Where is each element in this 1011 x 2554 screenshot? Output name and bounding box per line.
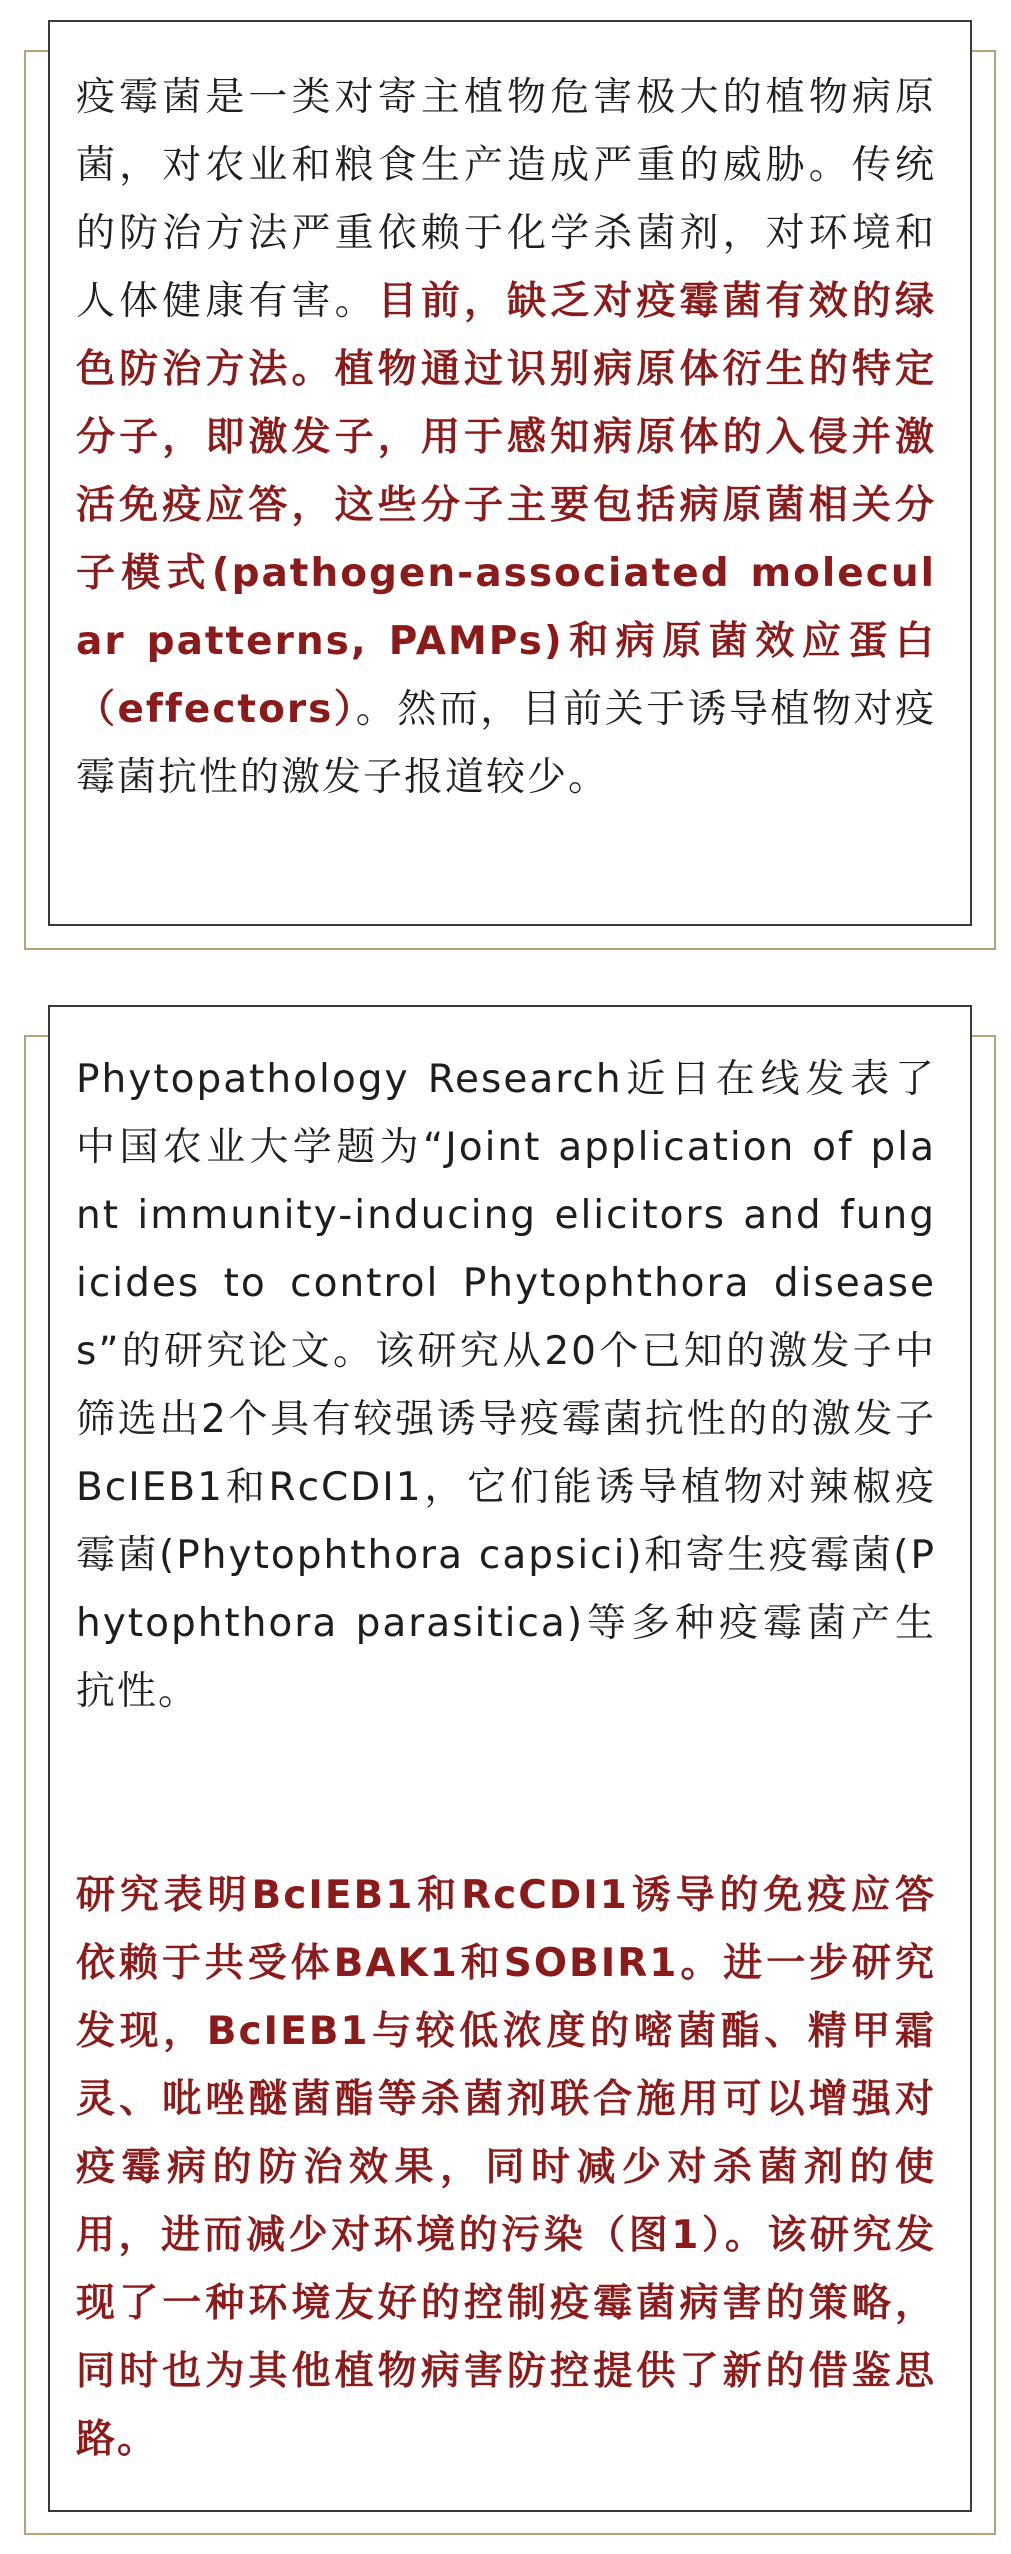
box1-paragraph [76, 64, 936, 812]
box1-outro-text: 。然而，目前关于诱导植物对疫霉菌抗性的激发子报道较少。 [76, 687, 936, 800]
box2-paragraph-2: 研究表明BcIEB1和RcCDI1诱导的免疫应答依赖于共受体BAK1和SOBIR1。进一步研究发现，BcIEB1与较低浓度的嘧菌酯、精甲霜灵、吡唑醚菌酯等杀菌剂联合施用可以增强对疫霉病的防治效果，同时减少对杀菌剂的使用，进而减少对环境的污染（图1）。该研究发现了一种环境友好的控制疫霉菌病害的策略，同时也为其他植物病害防控提供了新的借鉴思路。 [76, 1873, 936, 2462]
box1-highlight-text: 目前，缺乏对疫霉菌有效的绿色防治方法。植物通过识别病原体衍生的特定分子，即激发子，用于感知病原体的入侵并激活免疫应答，这些分子主要包括病原菌相关分子模式(pathogen-associated molecular patterns, PAMPs)和病原菌效应蛋白（effectors） [76, 279, 936, 732]
box2-paragraph-1: Phytopathology Research近日在线发表了中国农业大学题为“Joint application of plant immunity-inducing elicitors and fungicides to control Phytophthora diseases”的研究论文。该研究从20个已知的激发子中筛选出2个具有较强诱导疫霉菌抗性的的激发子BcIEB1和RcCDI1，它们能诱导植物对辣椒疫霉菌(Phytophthora capsici)和寄生疫霉菌(Phytophthora parasitica)等多种疫霉菌产生抗性。 [76, 1057, 936, 1714]
box1-intro-text: 疫霉菌是一类对寄主植物危害极大的植物病原菌，对农业和粮食生产造成严重的威胁。传统的防治方法严重依赖于化学杀菌剂，对环境和人体健康有害。 [76, 75, 936, 324]
